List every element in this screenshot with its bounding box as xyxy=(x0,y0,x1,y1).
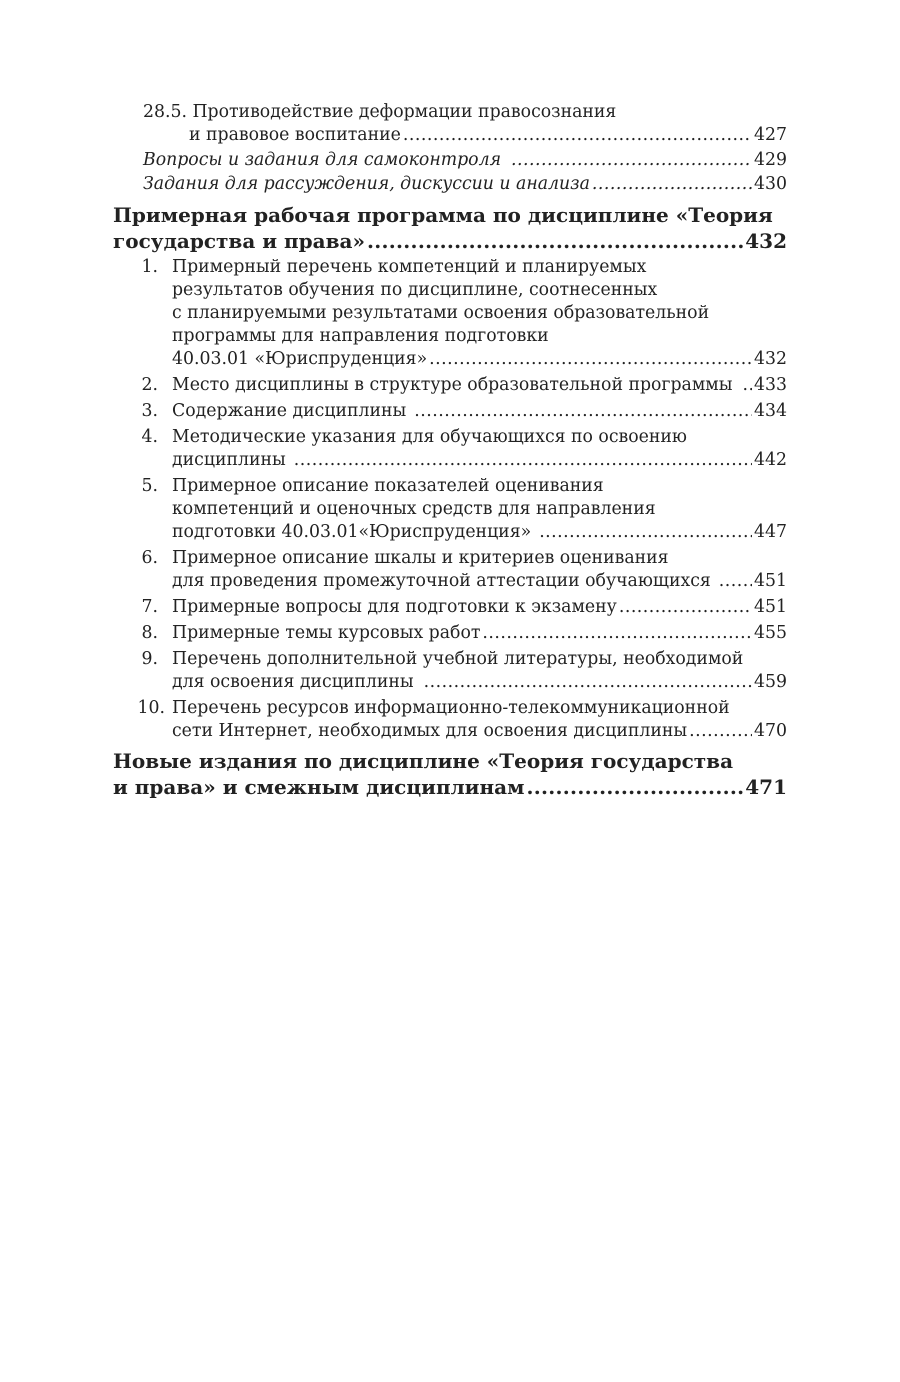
leader-dots xyxy=(403,124,752,147)
toc-entry-text: Примерные вопросы для подготовки к экзамену xyxy=(172,597,617,617)
page-number: 455 xyxy=(754,623,787,643)
page-number: 433 xyxy=(754,375,787,395)
item-number: 10. xyxy=(137,698,165,718)
toc-item-2[interactable] xyxy=(172,374,787,397)
page-number: 434 xyxy=(754,401,787,421)
page-number: 459 xyxy=(754,672,787,692)
leader-dots xyxy=(719,570,752,593)
leader-dots xyxy=(294,449,752,472)
toc-entry-text: компетенций и оценочных средств для направления xyxy=(172,499,656,519)
toc-entry-text: Методические указания для обучающихся по освоению xyxy=(172,427,687,447)
item-number: 7. xyxy=(141,597,158,617)
toc-entry-text: Перечень ресурсов информационно-телекоммуникационной xyxy=(172,698,730,718)
toc-heading-text: Новые издания по дисциплине «Теория государства xyxy=(113,749,734,773)
page-number: 471 xyxy=(745,775,787,799)
toc-entry-text: 28.5. Противодействие деформации правосознания xyxy=(143,102,617,122)
toc-entry-text: результатов обучения по дисциплине, соотнесенных xyxy=(172,280,658,300)
toc-entry-text: Примерное описание показателей оценивания xyxy=(172,476,604,496)
leader-dots xyxy=(743,374,753,397)
item-number: 3. xyxy=(141,401,158,421)
toc-item-5[interactable] xyxy=(172,475,787,544)
page-number: 442 xyxy=(754,450,787,470)
toc-entry-discussion[interactable] xyxy=(143,173,787,196)
leader-dots xyxy=(511,149,752,172)
item-number: 6. xyxy=(141,548,158,568)
toc-entry-text: Примерный перечень компетенций и планируемых xyxy=(172,257,647,277)
page-number: 429 xyxy=(754,150,787,170)
toc-item-10[interactable] xyxy=(172,697,787,743)
leader-dots xyxy=(424,671,752,694)
page-number: 470 xyxy=(754,721,787,741)
toc-entry-text: дисциплины xyxy=(172,450,286,470)
item-number: 4. xyxy=(141,427,158,447)
toc-item-3[interactable] xyxy=(172,400,787,423)
toc-item-6[interactable] xyxy=(172,547,787,593)
leader-dots xyxy=(526,774,743,800)
leader-dots xyxy=(539,521,752,544)
leader-dots xyxy=(367,228,743,254)
item-number: 9. xyxy=(141,649,158,669)
page-number: 432 xyxy=(745,229,787,253)
toc-entry-text: Примерное описание шкалы и критериев оценивания xyxy=(172,548,669,568)
page-number: 432 xyxy=(754,349,787,369)
toc-heading-program[interactable] xyxy=(113,202,787,254)
toc-entry-text: с планируемыми результатами освоения образовательной xyxy=(172,303,710,323)
toc-entry-text: подготовки 40.03.01«Юриспруденция» xyxy=(172,522,532,542)
toc-entry-text: Вопросы и задания для самоконтроля xyxy=(143,150,502,170)
item-number: 8. xyxy=(141,623,158,643)
page-number: 447 xyxy=(754,522,787,542)
toc-item-8[interactable] xyxy=(172,622,787,645)
page-number: 427 xyxy=(754,125,787,145)
toc-entry-28-5[interactable] xyxy=(143,101,787,147)
leader-dots xyxy=(619,596,752,619)
toc-item-9[interactable] xyxy=(172,648,787,694)
toc-entry-text: 40.03.01 «Юриспруденция» xyxy=(172,349,428,369)
toc-item-4[interactable] xyxy=(172,426,787,472)
toc-heading-text: и права» и смежным дисциплинам xyxy=(113,775,525,799)
toc-entry-text: Место дисциплины в структуре образовательной программы xyxy=(172,375,733,395)
toc-entry-text: Задания для рассуждения, дискуссии и анализа xyxy=(143,174,590,194)
toc-item-7[interactable] xyxy=(172,596,787,619)
item-number: 1. xyxy=(141,257,158,277)
leader-dots xyxy=(482,622,752,645)
page-number: 451 xyxy=(754,571,787,591)
toc-entry-text: программы для направления подготовки xyxy=(172,326,549,346)
toc-entry-text: для проведения промежуточной аттестации обучающихся xyxy=(172,571,711,591)
page-number: 430 xyxy=(754,174,787,194)
toc-heading-text: государства и права» xyxy=(113,229,365,253)
toc-heading-text: Примерная рабочая программа по дисциплине «Теория xyxy=(113,203,773,227)
item-number: 2. xyxy=(141,375,158,395)
toc-entry-text: для освоения дисциплины xyxy=(172,672,414,692)
leader-dots xyxy=(414,400,752,423)
leader-dots xyxy=(592,173,752,196)
toc-item-1[interactable] xyxy=(172,256,787,371)
toc-entry-text: Перечень дополнительной учебной литературы, необходимой xyxy=(172,649,744,669)
toc-entry-text: и правовое воспитание xyxy=(189,125,401,145)
toc-entry-text: Примерные темы курсовых работ xyxy=(172,623,481,643)
page-number: 451 xyxy=(754,597,787,617)
toc-entry-text: Содержание дисциплины xyxy=(172,401,407,421)
toc-heading-new-editions[interactable] xyxy=(113,748,787,800)
item-number: 5. xyxy=(141,476,158,496)
toc-entry-questions[interactable] xyxy=(143,149,787,172)
leader-dots xyxy=(689,720,752,743)
toc-entry-text: сети Интернет, необходимых для освоения дисциплины xyxy=(172,721,688,741)
leader-dots xyxy=(429,348,752,371)
